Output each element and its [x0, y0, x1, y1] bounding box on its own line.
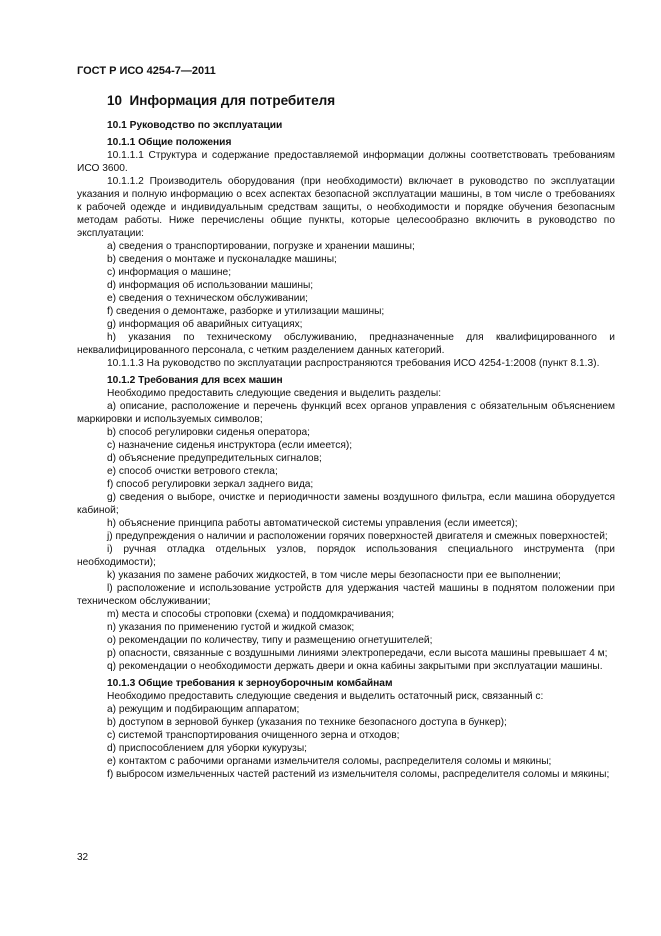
list-item: c) информация о машине;	[107, 267, 232, 278]
list-item: f) способ регулировки зеркал заднего вида;	[107, 479, 314, 490]
list-item: f) выбросом измельченных частей растений из измельчителя соломы, распределителя соломы и мякины;	[107, 769, 610, 780]
paragraph-10-1-1-1: 10.1.1.1 Структура и содержание предоставляемой информации должны соответствовать требованиям ИСО 3600.	[77, 150, 615, 174]
paragraph-10-1-1-3: 10.1.1.3 На руководство по эксплуатации распространяются требования ИСО 4254-1:2008 (пункт 8.1.3).	[107, 358, 600, 369]
intro-10-1-2: Необходимо предоставить следующие сведения и выделить разделы:	[107, 388, 442, 399]
list-item: b) доступом в зерновой бункер (указания по технике безопасного доступа в бункер);	[107, 717, 507, 728]
list-item: d) объяснение предупредительных сигналов;	[107, 453, 322, 464]
list-item: h) объяснение принципа работы автоматической системы управления (если имеется);	[107, 518, 518, 529]
list-item: l) расположение и использование устройств для удержания частей машины в поднятом положении при техническом обслуживании;	[77, 583, 615, 607]
list-item: a) режущим и подбирающим аппаратом;	[107, 704, 300, 715]
list-item: d) информация об использовании машины;	[107, 280, 314, 291]
list-item: p) опасности, связанные с воздушными линиями электропередачи, если высота машины превышает 4 м;	[107, 648, 608, 659]
paragraph-10-1-1-2: 10.1.1.2 Производитель оборудования (при необходимости) включает в руководство по эксплуатации указания и полную информацию о всех аспектах безопасной эксплуатации машины, в том числе о требованиях к рабочей одежде и индивидуальным средствам защиты, о необходимости и порядке обучения безопасным методам работы. Ниже перечислены общие пункты, которые целесообразно включить в руководство по эксплуатации:	[77, 176, 615, 239]
list-item: c) назначение сиденья инструктора (если имеется);	[107, 440, 353, 451]
list-item: a) описание, расположение и перечень функций всех органов управления с обязательным объяснением маркировки и используемых символов;	[77, 401, 615, 425]
list-item: b) сведения о монтаже и пусконаладке машины;	[107, 254, 337, 265]
list-item: f) сведения о демонтаже, разборке и утилизации машины;	[107, 306, 385, 317]
list-item: h) указания по техническому обслуживанию, предназначенные для квалифицированного и неквалифицированного персонала, с четким разделением данных категорий.	[77, 332, 615, 356]
list-item: e) способ очистки ветрового стекла;	[107, 466, 278, 477]
subsection-heading-10-1-3: 10.1.3 Общие требования к зерноуборочным комбайнам	[107, 678, 393, 689]
page-number: 32	[77, 852, 89, 863]
list-item: c) системой транспортирования очищенного зерна и отходов;	[107, 730, 400, 741]
list-item: e) контактом с рабочими органами измельчителя соломы, распределителя соломы и мякины;	[107, 756, 552, 767]
list-item: k) указания по замене рабочих жидкостей, в том числе меры безопасности при ее выполнении;	[107, 570, 561, 581]
list-item: e) сведения о техническом обслуживании;	[107, 293, 308, 304]
list-10-1-1-2	[77, 240, 615, 357]
list-item: b) способ регулировки сиденья оператора;	[107, 427, 310, 438]
intro-10-1-3: Необходимо предоставить следующие сведения и выделить остаточный риск, связанный с:	[107, 691, 544, 702]
subsection-heading-10-1: 10.1 Руководство по эксплуатации	[107, 120, 283, 131]
subsection-heading-10-1-2: 10.1.2 Требования для всех машин	[107, 375, 283, 386]
list-item: o) рекомендации по количеству, типу и размещению огнетушителей;	[107, 635, 433, 646]
list-10-1-2	[77, 400, 615, 673]
list-item: g) сведения о выборе, очистке и периодичности замены воздушного фильтра, если машина оборудуется кабиной;	[77, 492, 615, 516]
list-item: m) места и способы строповки (схема) и поддомкрачивания;	[107, 609, 395, 620]
list-item: g) информация об аварийных ситуациях;	[107, 319, 303, 330]
list-item: n) указания по применению густой и жидкой смазок;	[107, 622, 355, 633]
list-item: d) приспособлением для уборки кукурузы;	[107, 743, 307, 754]
section-title-text: Информация для потребителя	[129, 93, 336, 108]
section-number: 10	[107, 93, 123, 108]
document-header: ГОСТ Р ИСО 4254-7—2011	[77, 65, 216, 77]
page-content	[77, 92, 615, 781]
list-10-1-3	[77, 703, 615, 781]
list-item: j) предупреждения о наличии и расположении горячих поверхностей двигателя и смежных поверхностей;	[107, 531, 608, 542]
list-item: i) ручная отладка отдельных узлов, порядок использования специального инструмента (при необходимости);	[77, 544, 615, 568]
list-item: q) рекомендации о необходимости держать двери и окна кабины закрытыми при эксплуатации машины.	[107, 661, 603, 672]
subsection-heading-10-1-1: 10.1.1 Общие положения	[107, 137, 232, 148]
section-title	[107, 92, 615, 109]
list-item: a) сведения о транспортировании, погрузке и хранении машины;	[107, 241, 415, 252]
